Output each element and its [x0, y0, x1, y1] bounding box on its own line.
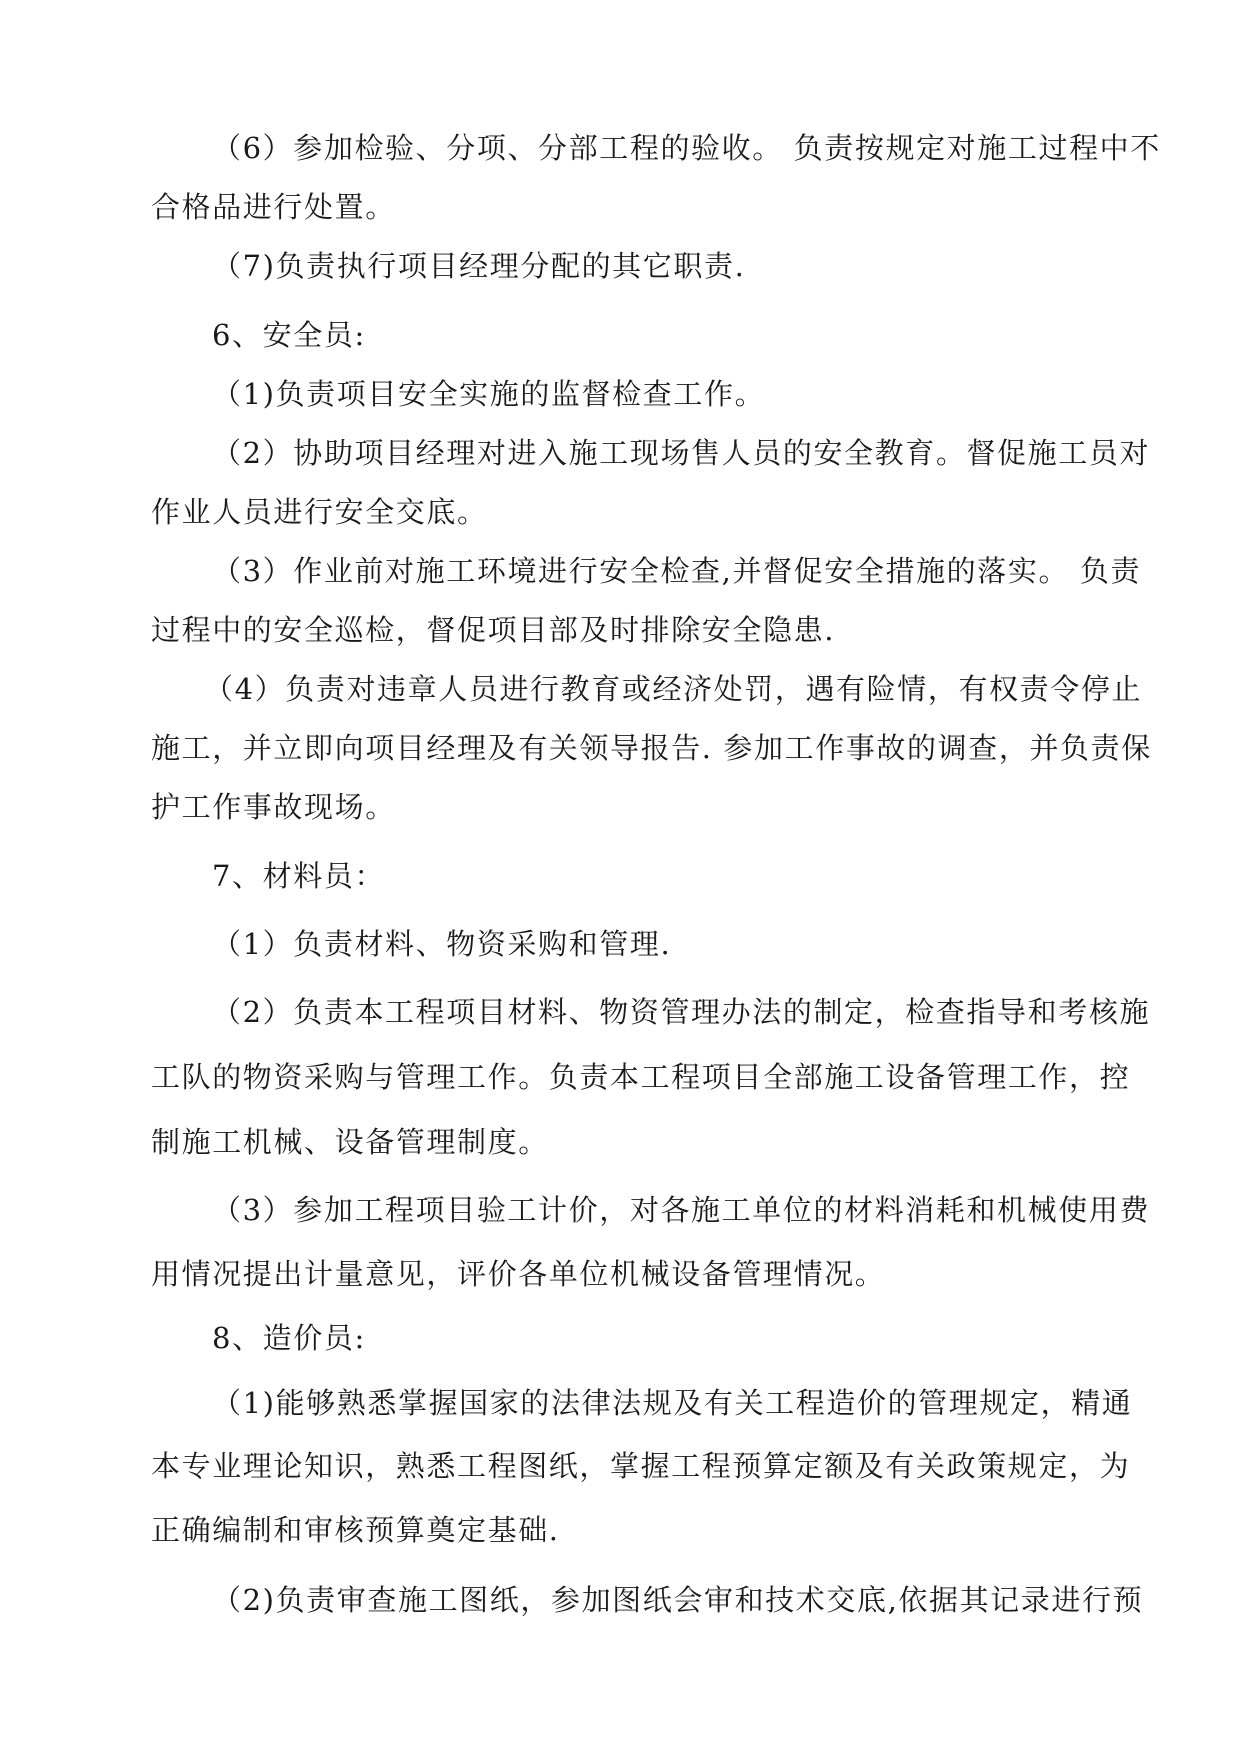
paragraph-line: （1）负责材料、物资采购和管理.: [212, 927, 672, 961]
paragraph-line: 正确编制和审核预算奠定基础.: [151, 1513, 560, 1547]
paragraph-line: 作业人员进行安全交底。: [151, 495, 488, 529]
paragraph-line: 施工，并立即向项目经理及有关领导报告. 参加工作事故的调查，并负责保: [151, 731, 1152, 765]
paragraph-line: 过程中的安全巡检，督促项目部及时排除安全隐患.: [151, 613, 836, 647]
paragraph-line: 用情况提出计量意见，评价各单位机械设备管理情况。: [151, 1257, 886, 1291]
paragraph-line: （2)负责审查施工图纸，参加图纸会审和技术交底,依据其记录进行预: [212, 1583, 1144, 1617]
paragraph-line: （3）参加工程项目验工计价，对各施工单位的材料消耗和机械使用费: [212, 1193, 1151, 1227]
paragraph-line: （7)负责执行项目经理分配的其它职责.: [212, 249, 746, 283]
paragraph-line: 本专业理论知识，熟悉工程图纸，掌握工程预算定额及有关政策规定，为: [151, 1449, 1131, 1483]
section-heading: 6、安全员:: [212, 318, 366, 352]
paragraph-line: （6）参加检验、分项、分部工程的验收。 负责按规定对施工过程中不: [212, 131, 1161, 165]
section-heading: 7、材料员：: [212, 859, 386, 893]
paragraph-line: （4）负责对违章人员进行教育或经济处罚，遇有险情，有权责令停止: [204, 672, 1143, 706]
paragraph-line: （2）负责本工程项目材料、物资管理办法的制定，检查指导和考核施: [212, 995, 1151, 1029]
paragraph-line: 护工作事故现场。: [151, 790, 396, 824]
paragraph-line: 合格品进行处置。: [151, 190, 396, 224]
paragraph-line: （1)能够熟悉掌握国家的法律法规及有关工程造价的管理规定，精通: [212, 1386, 1133, 1420]
paragraph-line: 制施工机械、设备管理制度。: [151, 1125, 549, 1159]
paragraph-line: （2）协助项目经理对进入施工现场售人员的安全教育。督促施工员对: [212, 436, 1151, 470]
paragraph-line: （1)负责项目安全实施的监督检查工作。: [212, 377, 766, 411]
paragraph-line: （3）作业前对施工环境进行安全检查,并督促安全措施的落实。 负责: [212, 554, 1142, 588]
paragraph-line: 工队的物资采购与管理工作。负责本工程项目全部施工设备管理工作，控: [151, 1060, 1131, 1094]
section-heading: 8、造价员:: [212, 1321, 366, 1355]
